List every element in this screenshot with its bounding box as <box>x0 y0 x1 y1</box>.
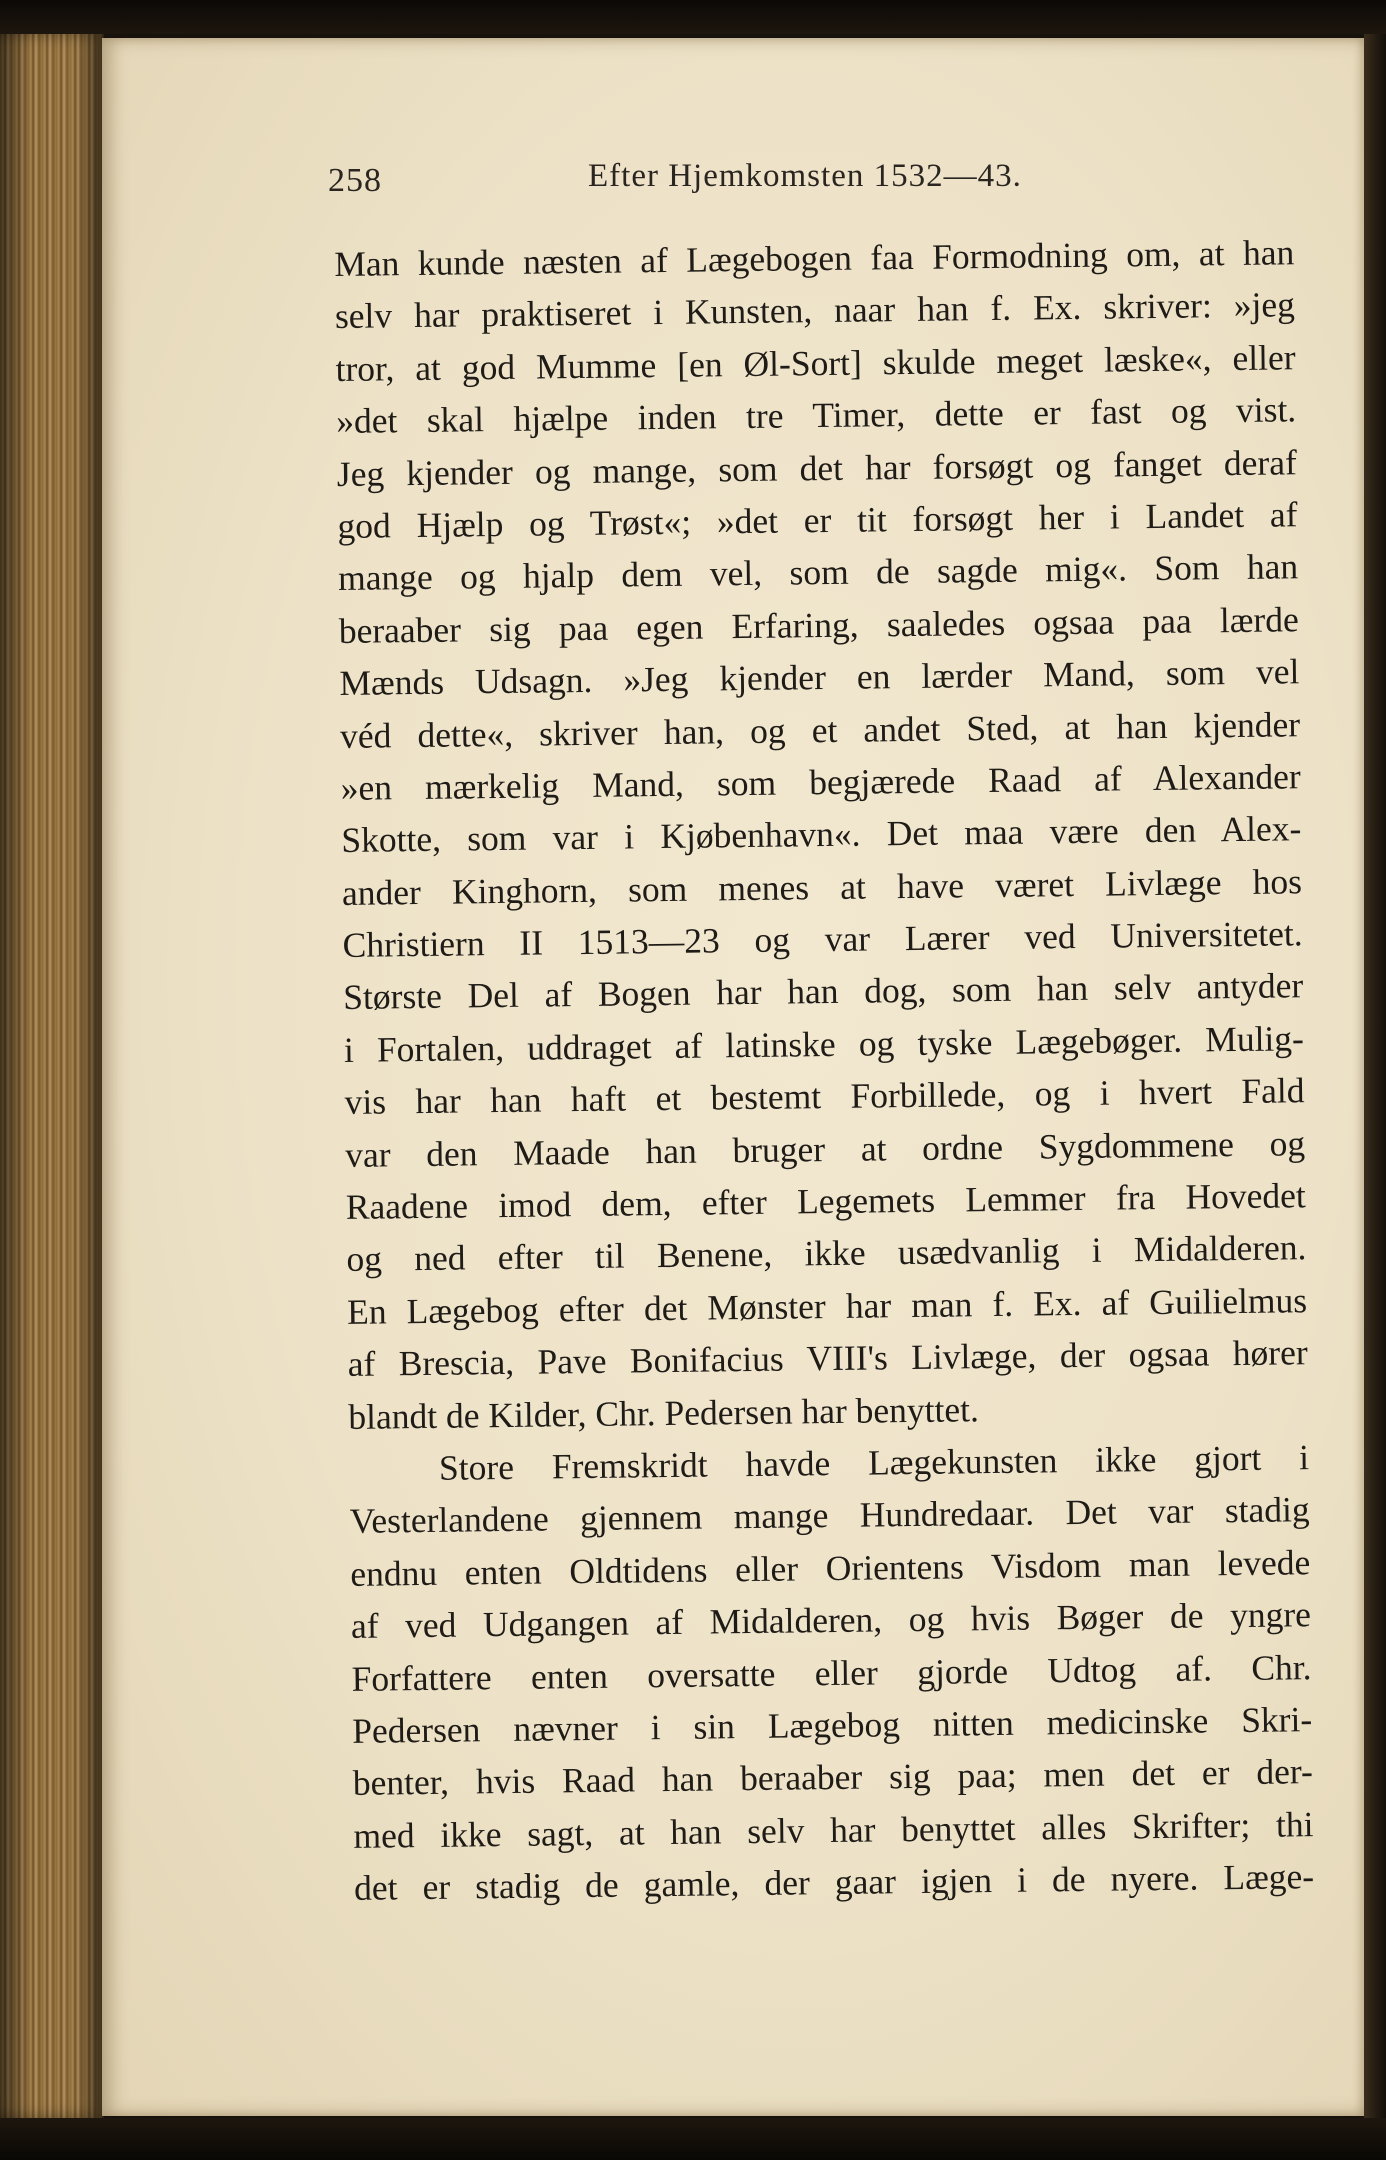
text-line: det er stadig de gamle, der gaar igjen i de nyere. Læge- <box>353 1856 1315 1908</box>
page-header <box>328 158 1028 210</box>
text-line: beraaber sig paa egen Erfaring, saaledes ogsaa paa lærde <box>338 598 1299 651</box>
text-line: endnu enten Oldtidens eller Orientens Visdom man levede <box>350 1541 1311 1594</box>
text-line: Jeg kjender og mange, som det har forsøgt og fanget deraf <box>336 441 1298 494</box>
text-line: af Brescia, Pave Bonifacius VIII's Livlæge, der ogsaa hører <box>347 1332 1308 1385</box>
text-line: Man kunde næsten af Lægebogen faa Formodning om, at han <box>334 232 1295 284</box>
text-line: »det skal hjælpe inden tre Timer, dette er fast og vist. <box>335 389 1297 442</box>
text-line: god Hjælp og Trøst«; »det er tit forsøgt her i Landet af <box>337 494 1298 546</box>
scan-top-border <box>0 0 1386 34</box>
text-line: Mænds Udsagn. »Jeg kjender en lærder Mand, som vel <box>339 651 1300 704</box>
text-line: blandt de Kilder, Chr. Pedersen har benyttet. <box>348 1388 980 1437</box>
text-line: Skotte, som var i Kjøbenhavn«. Det maa være den Alex- <box>341 808 1302 861</box>
text-line: af ved Udgangen af Midalderen, og hvis Bøger de yngre <box>350 1594 1312 1647</box>
body-text <box>334 226 1314 1914</box>
scan-bottom-border <box>0 2118 1386 2160</box>
text-line: Store Fremskridt havde Lægekunsten ikke gjort i <box>438 1437 1310 1488</box>
book-page-edges <box>0 34 104 2118</box>
text-line: Pedersen nævner i sin Lægebog nitten medicinske Skri- <box>351 1699 1313 1751</box>
text-line: og ned efter til Benene, ikke usædvanlig i Midalderen. <box>346 1227 1307 1280</box>
text-line: Christiern II 1513—23 og var Lærer ved Universitetet. <box>342 913 1303 966</box>
page-number: 258 <box>328 162 382 199</box>
text-line: Raadene imod dem, efter Legemets Lemmer fra Hovedet <box>345 1175 1307 1227</box>
running-title: Efter Hjemkomsten 1532—43. <box>588 158 1022 194</box>
paragraph-1 <box>334 226 1309 1443</box>
text-line: benter, hvis Raad han beraaber sig paa; men det er der- <box>352 1751 1314 1804</box>
text-line: »en mærkelig Mand, som begjærede Raad af Alexander <box>340 756 1301 808</box>
text-line: Forfattere enten oversatte eller gjorde Udtog af. Chr. <box>351 1646 1312 1699</box>
text-line: med ikke sagt, at han selv har benyttet alles Skrifter; thi <box>353 1803 1314 1856</box>
scan-right-border <box>1364 34 1386 2118</box>
text-line: En Lægebog efter det Mønster har man f. Ex. af Guilielmus <box>346 1280 1308 1332</box>
text-line: ander Kinghorn, som menes at have været Livlæge hos <box>341 860 1303 913</box>
text-line: mange og hjalp dem vel, som de sagde mig«. Som han <box>337 546 1299 599</box>
text-line: tror, at god Mumme [en Øl-Sort] skulde meget læske«, eller <box>335 337 1296 389</box>
text-line: véd dette«, skriver han, og et andet Sted, at han kjender <box>339 703 1301 756</box>
text-line: i Fortalen, uddraget af latinske og tyske Lægebøger. Mulig- <box>343 1018 1305 1070</box>
text-line: var den Maade han bruger at ordne Sygdommene og <box>344 1122 1306 1175</box>
text-line: vis har han haft et bestemt Forbillede, og i hvert Fald <box>344 1070 1305 1123</box>
text-line: selv har praktiseret i Kunsten, naar han f. Ex. skriver: »jeg <box>334 284 1296 337</box>
paragraph-2 <box>349 1431 1315 1914</box>
text-line: Vesterlandene gjennem mange Hundredaar. Det var stadig <box>349 1489 1310 1542</box>
text-line: Største Del af Bogen har han dog, som han selv antyder <box>343 965 1304 1018</box>
